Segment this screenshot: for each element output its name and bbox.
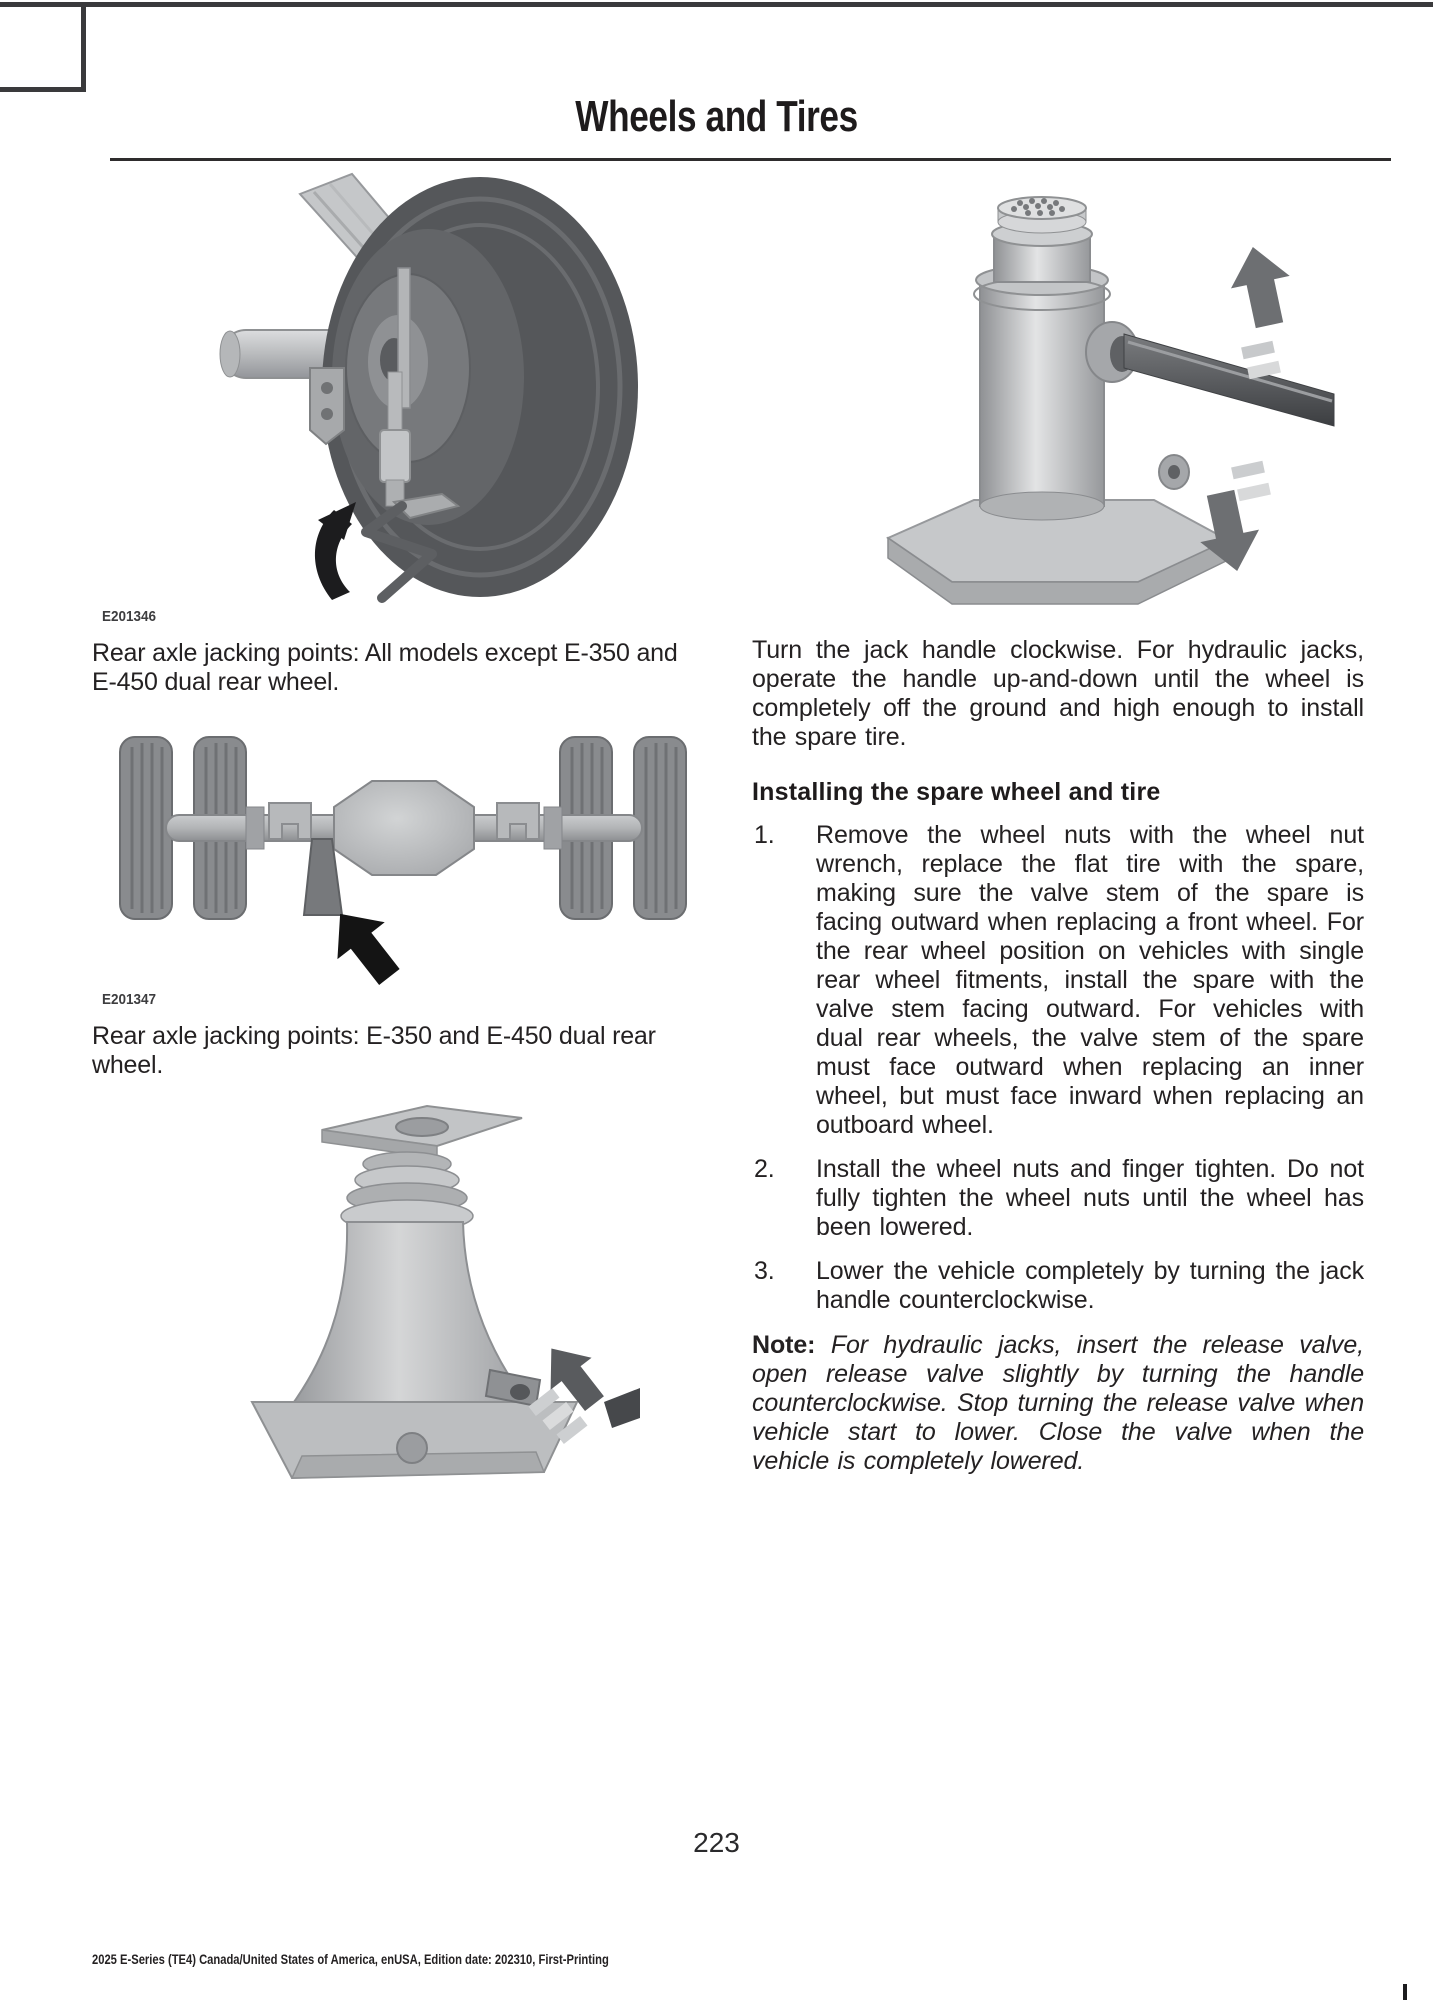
figure-rear-axle-jack-point-single — [180, 172, 640, 604]
figure-label: E201346 — [102, 608, 157, 625]
figure-rear-axle-jack-point-dual — [104, 719, 702, 987]
page-top-rule — [0, 2, 1433, 7]
jack-screw-bellows — [341, 1152, 473, 1232]
note-paragraph — [752, 1331, 1364, 1476]
differential-housing — [334, 781, 474, 875]
pump-down-dashes — [1231, 461, 1271, 501]
jack-base — [252, 1402, 577, 1478]
step-item — [752, 1155, 1364, 1242]
figure-hydraulic-bottle-jack — [822, 172, 1337, 622]
axle-bracket — [310, 368, 344, 444]
step-number: 1. — [754, 821, 775, 849]
footer — [92, 1951, 738, 1967]
footer-text: 2025 E-Series (TE4) Canada/United States of America, enUSA, Edition date: 202310, First-Printing — [92, 1951, 609, 1967]
step-text: Install the wheel nuts and finger tighten. Do not fully tighten the wheel nuts until the wheel has been lowered. — [816, 1155, 1364, 1241]
note-text: For hydraulic jacks, insert the release valve, open release valve slightly by turning the handle counterclockwise. Stop turning the release valve when vehicle start to lower. Close the valve when the vehicle is completely lowered. — [752, 1331, 1364, 1475]
rotation-arrow-icon — [315, 502, 356, 600]
section-heading: Installing the spare wheel and tire — [752, 778, 1161, 806]
figure-label: E201347 — [102, 991, 157, 1008]
right-column — [752, 172, 1364, 1501]
step-text: Lower the vehicle completely by turning the jack handle counterclockwise. — [816, 1257, 1364, 1314]
left-column — [92, 172, 707, 1500]
step-number: 2. — [754, 1155, 775, 1183]
figure-mechanical-jack — [222, 1100, 642, 1500]
page-title-text: Wheels and Tires — [575, 92, 858, 141]
intro-paragraph: Turn the jack handle clockwise. For hydraulic jacks, operate the handle up-and-down until the wheel is completely off the ground and high enough to install the spare tire. — [752, 636, 1364, 751]
step-number: 3. — [754, 1257, 775, 1285]
release-valve — [1159, 455, 1189, 489]
page-title — [0, 92, 1433, 142]
pump-up-arrow-icon — [1224, 241, 1299, 332]
numbered-steps — [752, 821, 1364, 1315]
jack-top-plate — [322, 1106, 522, 1158]
page-corner-box — [0, 2, 86, 92]
step-text: Remove the wheel nuts with the wheel nut wrench, replace the flat tire with the spare, making sure the valve stem of the spare is facing outward when replacing a front wheel. For the rear wheel position on vehicles with single rear wheel fitments, install the spare with the valve stem facing outward. For vehicles with dual rear wheels, the valve stem of the spare must face outward when replacing an inner wheel, but must face inward when replacing an outboard wheel. — [816, 821, 1364, 1139]
jack-cap — [998, 197, 1086, 233]
figure-caption: Rear axle jacking points: E-350 and E-450 dual rear wheel. — [92, 1022, 656, 1079]
jack-handle — [1124, 334, 1334, 426]
figure-caption: Rear axle jacking points: All models except E-350 and E-450 dual rear wheel. — [92, 639, 678, 696]
note-label: Note: — [752, 1331, 816, 1359]
page-number: 223 — [693, 1827, 740, 1858]
step-item — [752, 1257, 1364, 1315]
title-divider — [110, 158, 1391, 161]
page-corner-mark — [1403, 1984, 1407, 2000]
handle-stub — [604, 1388, 640, 1428]
step-item — [752, 821, 1364, 1140]
jack-cylinder-body — [974, 265, 1110, 520]
